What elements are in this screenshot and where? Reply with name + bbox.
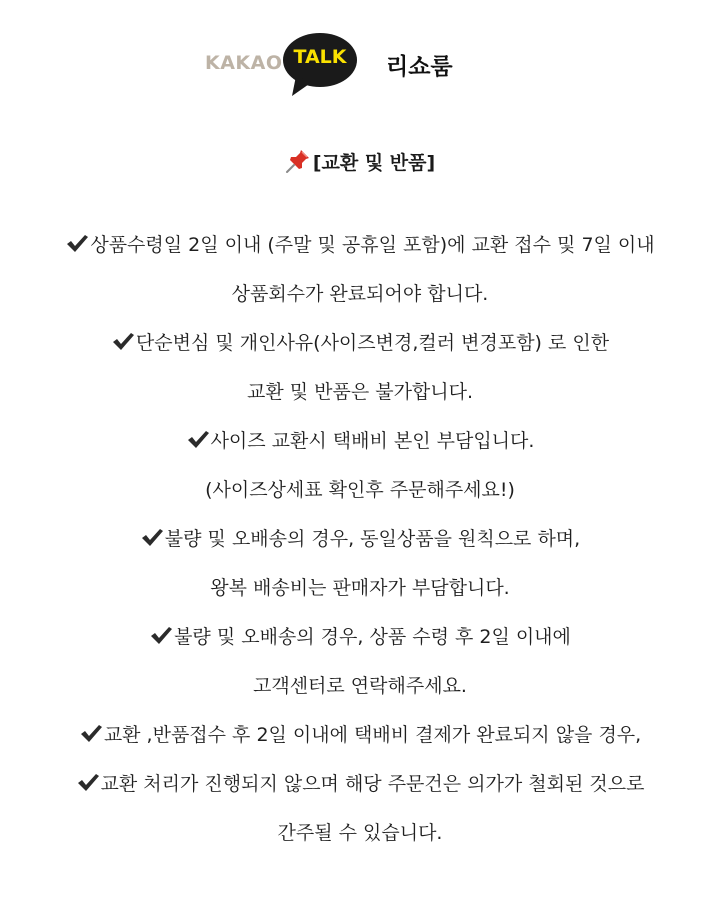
policy-line bbox=[0, 470, 720, 519]
policy-line-text: 왕복 배송비는 판매자가 부담합니다. bbox=[210, 577, 510, 599]
policy-list bbox=[0, 225, 720, 862]
policy-line-text: 간주될 수 있습니다. bbox=[277, 822, 443, 844]
policy-line-text: (사이즈상세표 확인후 주문해주세요!) bbox=[205, 479, 515, 501]
header bbox=[0, 28, 720, 100]
check-icon bbox=[111, 331, 135, 351]
check-icon bbox=[149, 625, 173, 645]
policy-line-text: 교환 및 반품은 불가합니다. bbox=[246, 381, 474, 403]
policy-line-text: 상품회수가 완료되어야 합니다. bbox=[231, 283, 489, 305]
policy-line bbox=[0, 666, 720, 715]
policy-line bbox=[0, 568, 720, 617]
policy-line bbox=[0, 274, 720, 323]
policy-line bbox=[0, 617, 720, 666]
policy-line-text: 사이즈 교환시 택배비 본인 부담입니다. bbox=[210, 430, 535, 452]
policy-line-text: 상품수령일 2일 이내 (주말 및 공휴일 포함)에 교환 접수 및 7일 이내 bbox=[90, 234, 655, 256]
policy-line bbox=[0, 519, 720, 568]
kakao-wordmark: KAKAO bbox=[205, 52, 283, 74]
policy-line bbox=[0, 813, 720, 862]
policy-line-text: 교환 ,반품접수 후 2일 이내에 택배비 결제가 완료되지 않을 경우, bbox=[103, 724, 642, 746]
store-name: 리쇼룸 bbox=[386, 54, 453, 80]
check-icon bbox=[140, 527, 164, 547]
policy-line-text: 불량 및 오배송의 경우, 상품 수령 후 2일 이내에 bbox=[174, 626, 571, 648]
policy-line bbox=[0, 715, 720, 764]
policy-line-text: 단순변심 및 개인사유(사이즈변경,컬러 변경포함) 로 인한 bbox=[135, 332, 610, 354]
policy-line bbox=[0, 764, 720, 813]
section-title-text: [교환 및 반품] bbox=[312, 152, 436, 174]
policy-line bbox=[0, 225, 720, 274]
check-icon bbox=[79, 723, 103, 743]
policy-line bbox=[0, 323, 720, 372]
policy-line-text: 교환 처리가 진행되지 않으며 해당 주문건은 의가가 철회된 것으로 bbox=[100, 773, 645, 795]
policy-line bbox=[0, 421, 720, 470]
kakao-talk-wordmark: TALK bbox=[293, 46, 347, 68]
pushpin-icon bbox=[285, 148, 311, 174]
policy-line bbox=[0, 372, 720, 421]
check-icon bbox=[76, 772, 100, 792]
policy-line-text: 불량 및 오배송의 경우, 동일상품을 원칙으로 하며, bbox=[164, 528, 581, 550]
check-icon bbox=[65, 233, 89, 253]
check-icon bbox=[186, 429, 210, 449]
policy-line-text: 고객센터로 연락해주세요. bbox=[253, 675, 467, 697]
section-title bbox=[0, 148, 720, 178]
